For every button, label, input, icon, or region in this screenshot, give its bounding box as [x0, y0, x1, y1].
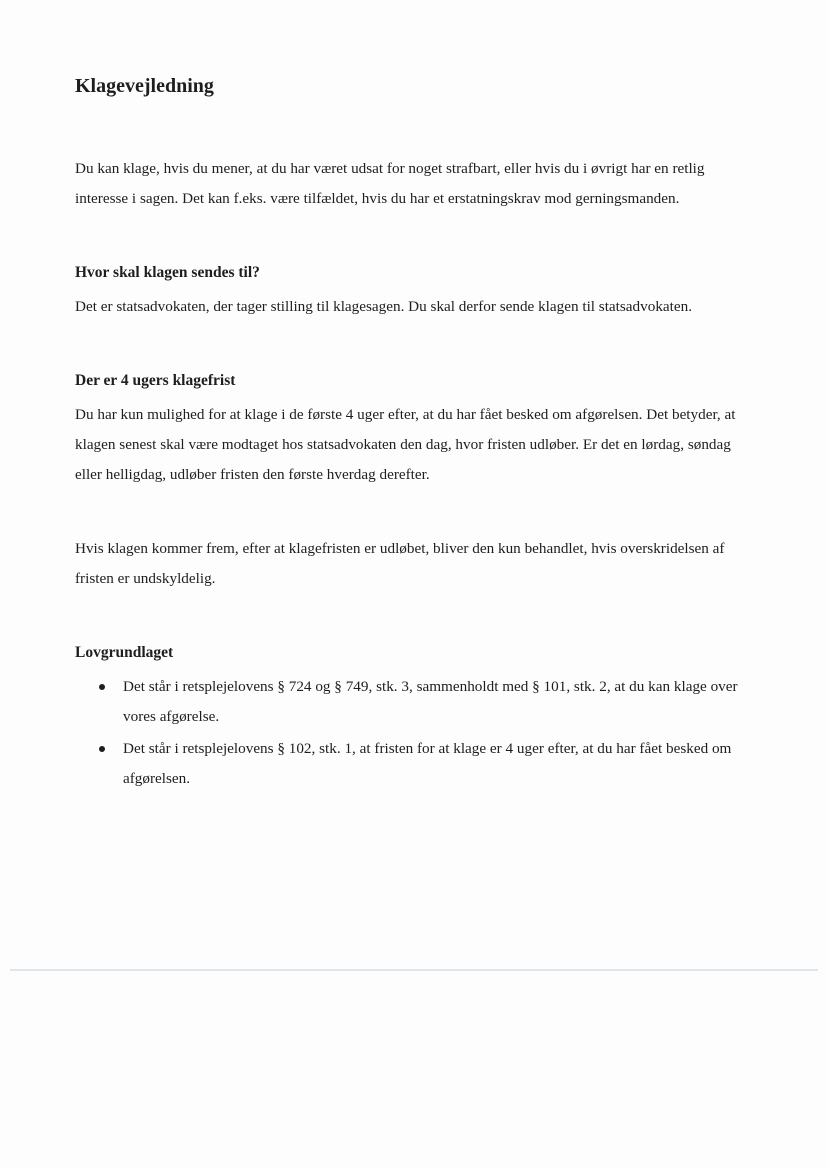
late-complaint-paragraph: Hvis klagen kommer frem, efter at klagefristen er udløbet, bliver den kun behandlet, hvis overskridelsen af fristen er undskyldelig.: [75, 540, 725, 587]
list-item-text: Det står i retsplejelovens § 724 og § 749, stk. 3, sammenholdt med § 101, stk. 2, at du kan klage over vores afgørelse.: [123, 678, 738, 725]
section-heading-send: Hvor skal klagen sendes til?: [75, 264, 260, 281]
intro-paragraph: Du kan klage, hvis du mener, at du har været udsat for noget strafbart, eller hvis du i øvrigt har en retlig interesse i sagen. Det kan f.eks. være tilfældet, hvis du har et erstatningskrav mod gerningsmanden.: [75, 160, 705, 207]
list-item: [75, 672, 755, 732]
law-list: [75, 672, 755, 794]
bullet-icon: [99, 684, 105, 690]
section-heading-law: Lovgrundlaget: [75, 644, 174, 661]
section-text-deadline: Du har kun mulighed for at klage i de første 4 uger efter, at du har fået besked om afgørelsen. Det betyder, at klagen senest skal være modtaget hos statsadvokaten den dag, hvor fristen udløber. Er det en lørdag, søndag eller helligdag, udløber fristen den første hverdag derefter.: [75, 406, 736, 483]
document-content: [75, 72, 755, 796]
scan-divider-line: [10, 969, 818, 971]
section-heading-deadline: Der er 4 ugers klagefrist: [75, 372, 236, 389]
section-text-send: Det er statsadvokaten, der tager stilling til klagesagen. Du skal derfor sende klagen til statsadvokaten.: [75, 298, 693, 315]
document-title: Klagevejledning: [75, 75, 214, 97]
bullet-icon: [99, 746, 105, 752]
list-item-text: Det står i retsplejelovens § 102, stk. 1, at fristen for at klage er 4 uger efter, at du har fået besked om afgørelsen.: [123, 740, 732, 787]
list-item: [75, 734, 755, 794]
